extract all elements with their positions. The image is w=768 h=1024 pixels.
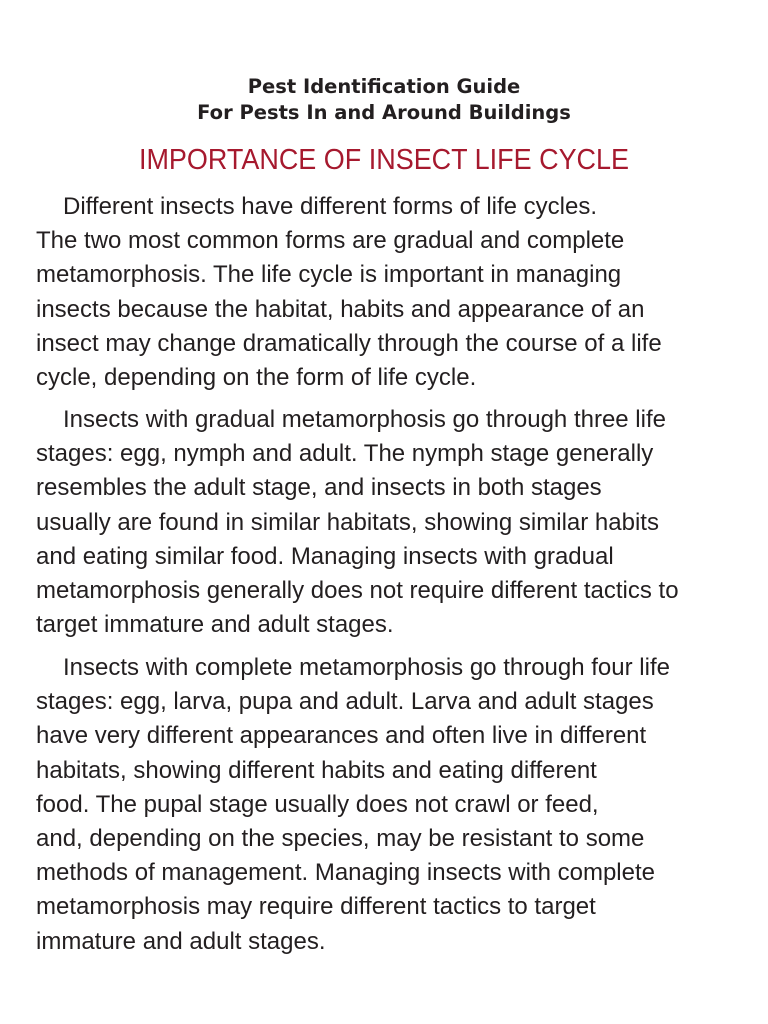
paragraph-line: food. The pupal stage usually does not crawl or feed, <box>36 790 599 818</box>
paragraph-line: resembles the adult stage, and insects in both stages <box>36 474 602 502</box>
paragraph-line: Insects with complete metamorphosis go through four life <box>63 654 670 681</box>
paragraph-line: Different insects have different forms of life cycles. <box>63 193 598 220</box>
paragraph-line: insect may change dramatically through the course of a life <box>36 329 662 357</box>
paragraph-gradual-complete-intro <box>36 190 736 395</box>
paragraph-line: metamorphosis generally does not require different tactics to <box>36 577 679 605</box>
paragraph-line: immature and adult stages. <box>36 927 326 955</box>
paragraph-line: The two most common forms are gradual and complete <box>36 227 625 255</box>
paragraph-line: stages: egg, nymph and adult. The nymph stage generally <box>36 440 654 468</box>
paragraph-line: usually are found in similar habitats, showing similar habits <box>36 508 659 536</box>
paragraph-line: metamorphosis. The life cycle is important in managing <box>36 261 622 289</box>
paragraph-line: and eating similar food. Managing insects with gradual <box>36 542 614 570</box>
paragraph-line: cycle, depending on the form of life cycle. <box>36 364 477 392</box>
paragraph-line: methods of management. Managing insects with complete <box>36 859 655 887</box>
paragraph-line: insects because the habitat, habits and appearance of an <box>36 295 645 323</box>
header-line-2: For Pests In and Around Buildings <box>197 101 571 124</box>
paragraph-line: stages: egg, larva, pupa and adult. Larva and adult stages <box>36 688 654 716</box>
guide-header <box>0 74 768 126</box>
paragraph-line: target immature and adult stages. <box>36 611 394 639</box>
header-line-1: Pest Identification Guide <box>247 75 521 98</box>
paragraph-line: habitats, showing different habits and eating different <box>36 756 597 784</box>
paragraph-line: and, depending on the species, may be resistant to some <box>36 825 645 853</box>
section-title: IMPORTANCE OF INSECT LIFE CYCLE <box>138 144 630 176</box>
paragraph-line: have very different appearances and often live in different <box>36 722 647 750</box>
paragraph-gradual-metamorphosis <box>36 403 736 642</box>
paragraph-line: metamorphosis may require different tactics to target <box>36 893 596 921</box>
paragraph-complete-metamorphosis <box>36 651 736 959</box>
paragraph-line: Insects with gradual metamorphosis go through three life <box>63 406 666 433</box>
